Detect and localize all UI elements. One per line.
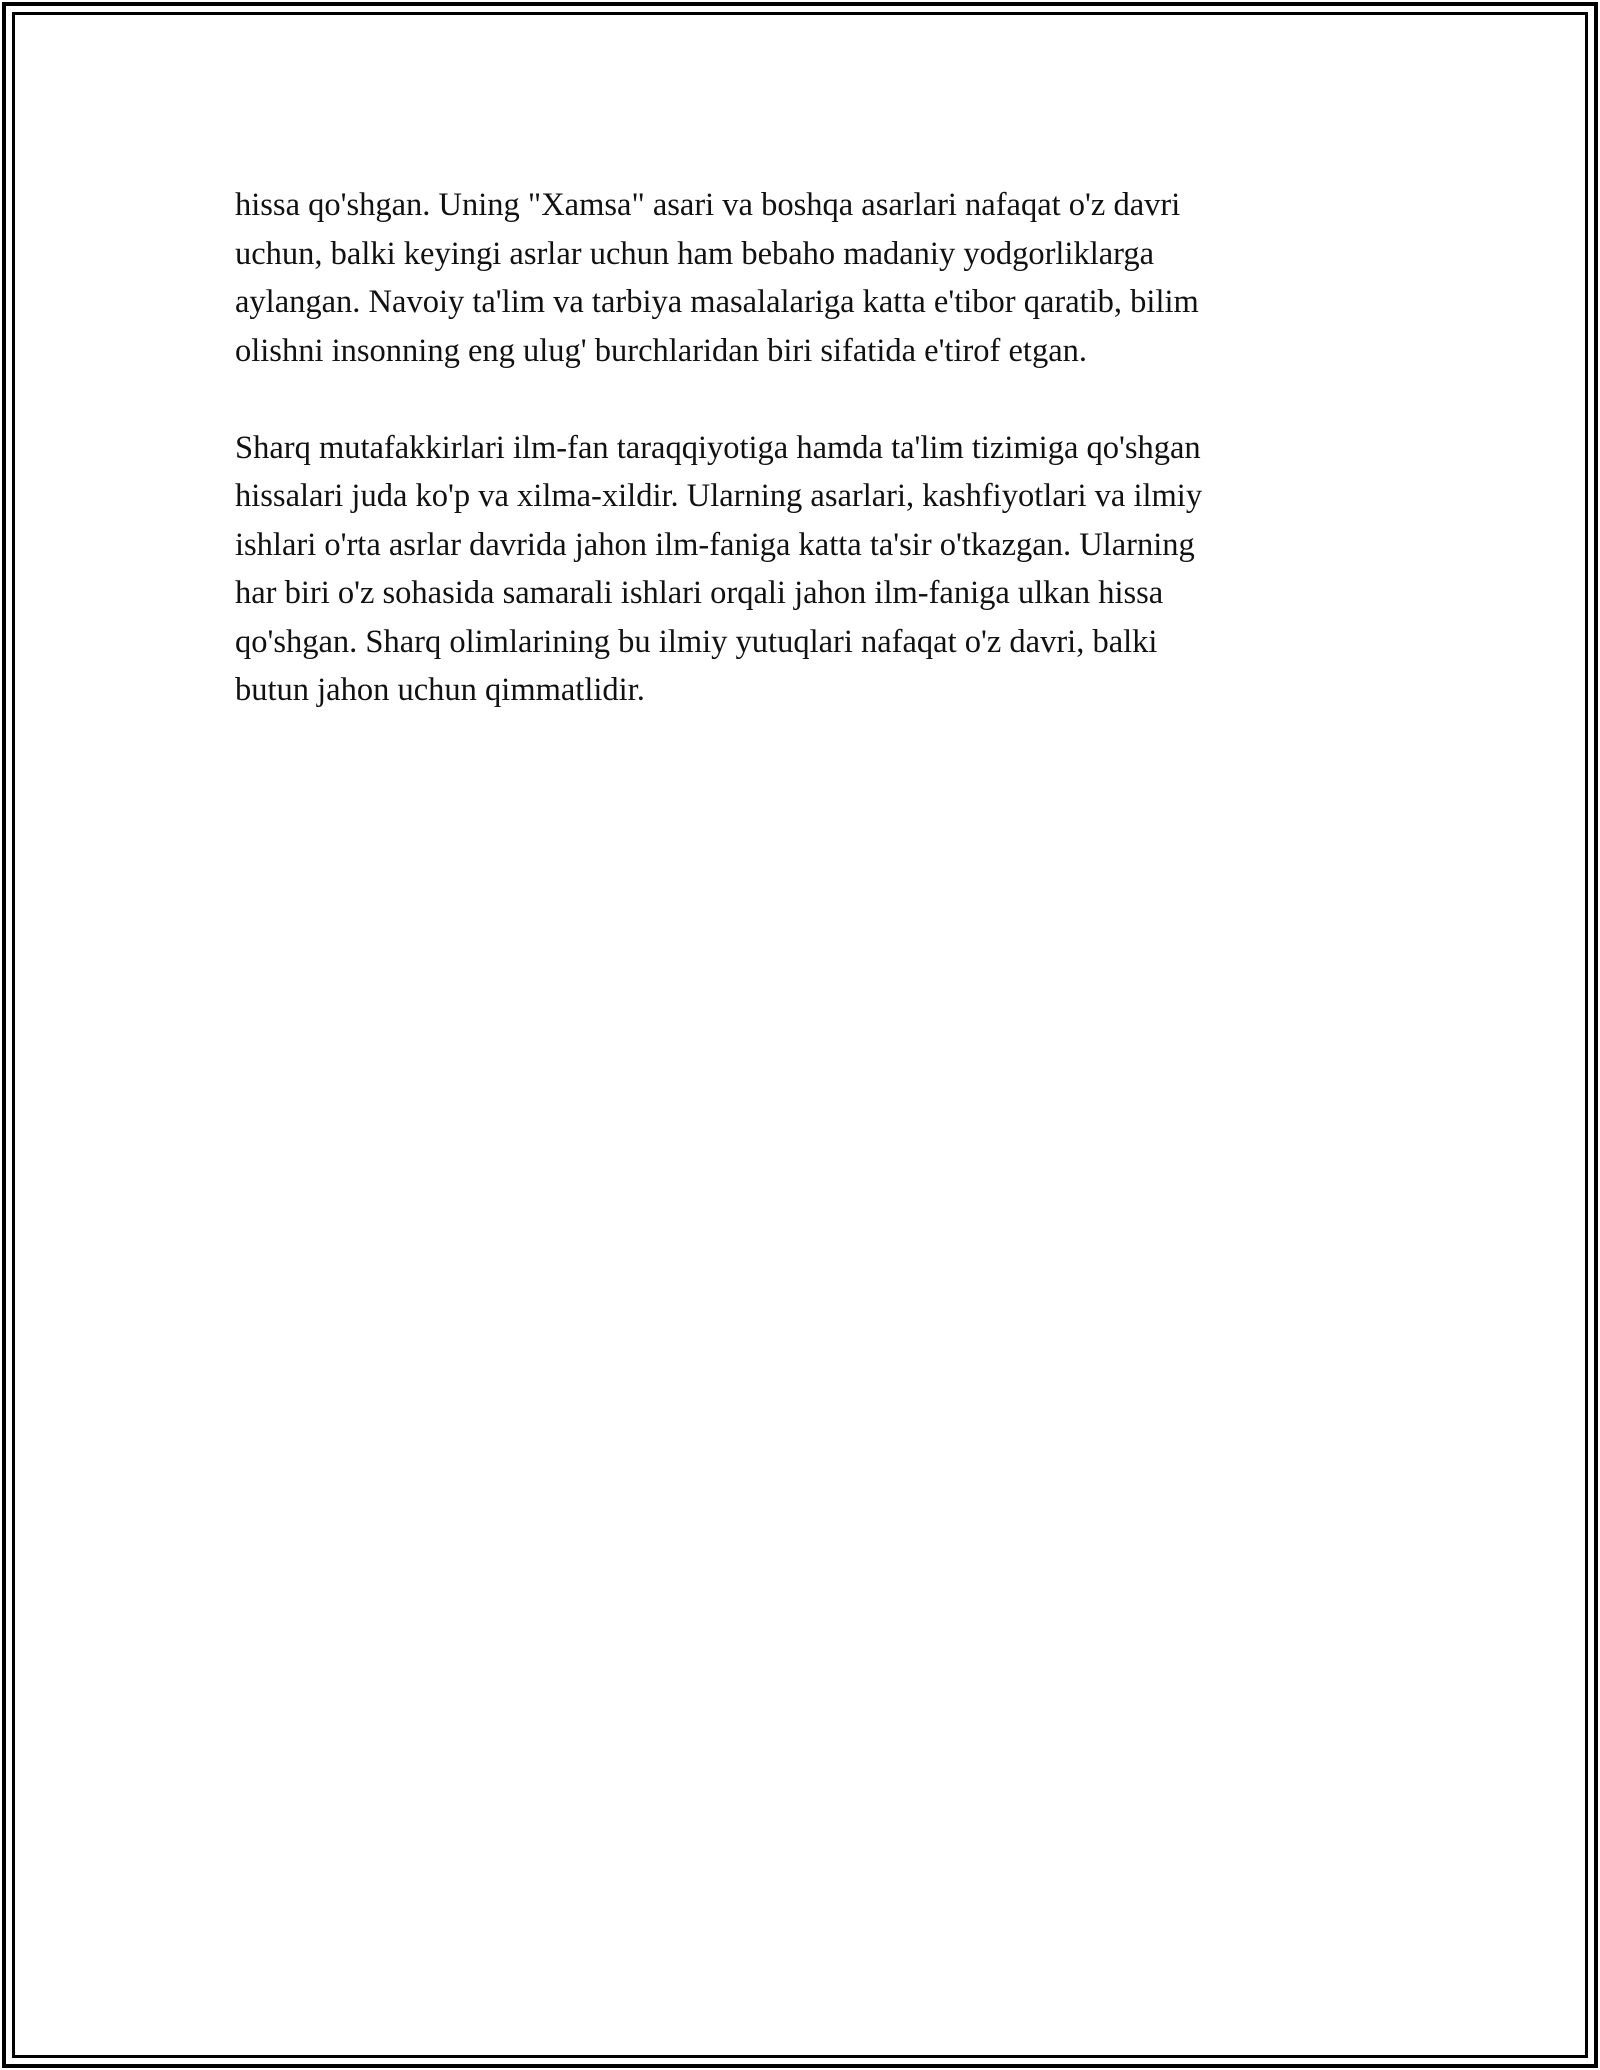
text-line: hissalari juda ko'p va xilma-xildir. Ularning asarlari, kashfiyotlari va ilmiy xyxy=(235,478,1203,514)
text-line: butun jahon uchun qimmatlidir. xyxy=(235,672,645,708)
paragraph-1 xyxy=(235,181,1365,375)
text-line: olishni insonning eng ulug' burchlaridan biri sifatida e'tirof etgan. xyxy=(235,332,1088,369)
text-line: ishlari o'rta asrlar davrida jahon ilm-faniga katta ta'sir o'tkazgan. Ularning xyxy=(235,526,1195,563)
paragraph-2 xyxy=(235,424,1365,715)
text-line: uchun, balki keyingi asrlar uchun ham bebaho madaniy yodgorliklarga xyxy=(235,235,1155,272)
document-body xyxy=(235,181,1365,715)
text-line: har biri o'z sohasida samarali ishlari orqali jahon ilm-faniga ulkan hissa xyxy=(235,575,1164,611)
text-line: aylangan. Navoiy ta'lim va tarbiya masalalariga katta e'tibor qaratib, bilim xyxy=(235,284,1199,320)
text-line: hissa qo'shgan. Uning "Xamsa" asari va boshqa asarlari nafaqat o'z davri xyxy=(235,187,1181,223)
text-line: qo'shgan. Sharq olimlarining bu ilmiy yutuqlari nafaqat o'z davri, balki xyxy=(235,623,1158,660)
text-line: Sharq mutafakkirlari ilm-fan taraqqiyotiga hamda ta'lim tizimiga qo'shgan xyxy=(235,429,1201,466)
